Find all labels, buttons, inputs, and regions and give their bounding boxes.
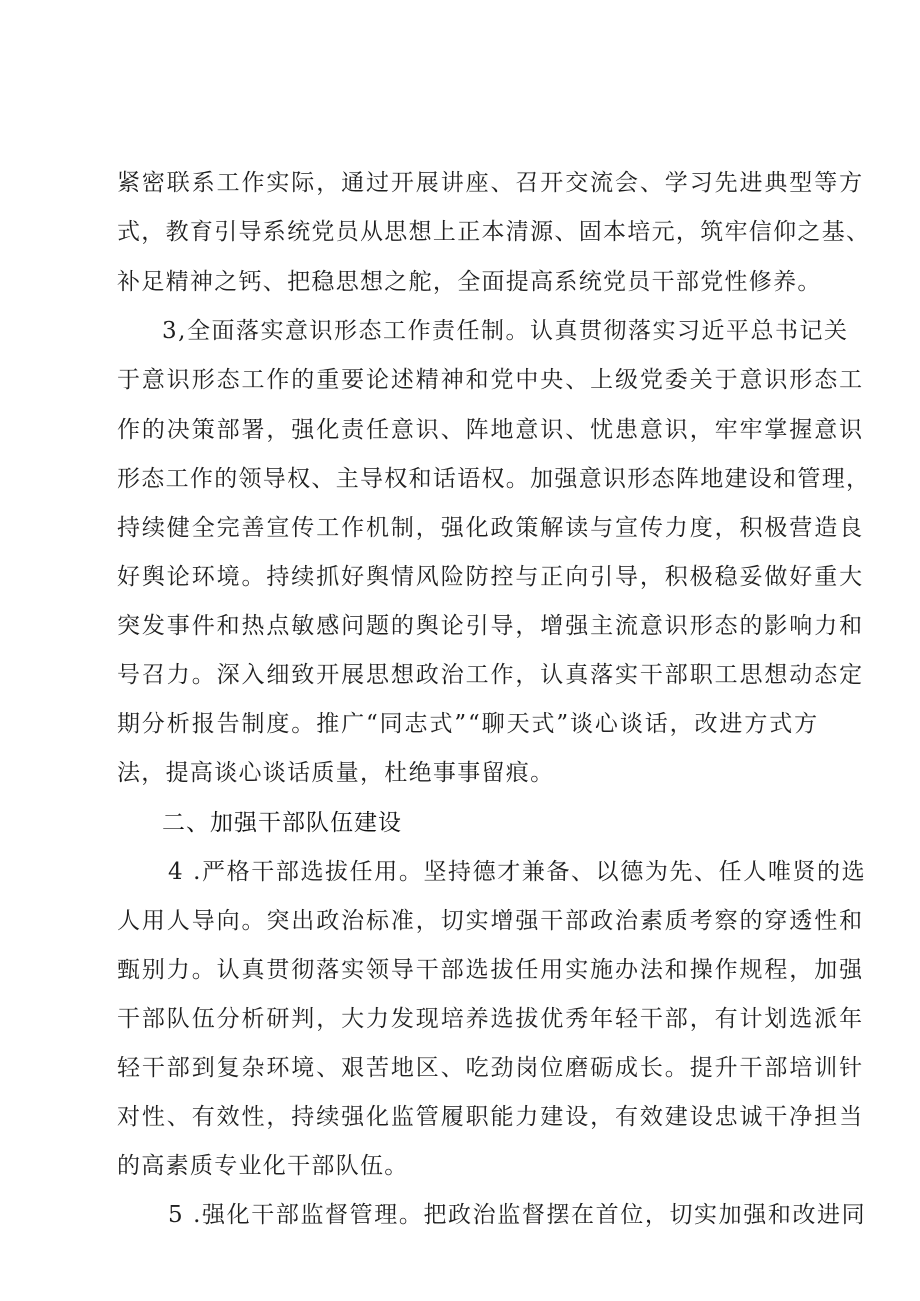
text-line: 人用人导向。突出政治标准，切实增强干部政治素质考察的穿透性和 <box>117 908 864 934</box>
text-line: 作的决策部署，强化责任意识、阵地意识、忧患意识，牢牢掌握意识 <box>117 417 864 443</box>
text-line: 对性、有效性，持续强化监管履职能力建设，有效建设忠诚干净担当 <box>117 1104 864 1130</box>
text-line: 于意识形态工作的重要论述精神和党中央、上级党委关于意识形态工 <box>117 367 864 393</box>
text-line: 补足精神之钙、把稳思想之舵，全面提高系统党员干部党性修养。 <box>117 269 822 295</box>
paragraph-line: 4 .严格干部选拔任用。坚持德才兼备、以德为先、任人唯贤的选 <box>168 859 867 885</box>
text-line: 好舆论环境。持续抓好舆情风险防控与正向引导，积极稳妥做好重大 <box>117 564 864 590</box>
text-line: 式，教育引导系统党员从思想上正本清源、固本培元，筑牢信仰之基、 <box>117 219 871 245</box>
text-line: 甄别力。认真贯彻落实领导干部选拔任用实施办法和操作规程，加强 <box>117 957 864 983</box>
text-line: 期分析报告制度。推广“同志式”“聊天式”谈心谈话，改进方式方 <box>117 711 820 737</box>
text-line: 紧密联系工作实际，通过开展讲座、召开交流会、学习先进典型等方 <box>117 170 864 196</box>
text-line: 轻干部到复杂环境、艰苦地区、吃劲岗位磨砺成长。提升干部培训针 <box>117 1055 864 1081</box>
text-line: 持续健全完善宣传工作机制，强化政策解读与宣传力度，积极营造良 <box>117 515 864 541</box>
text-line: 号召力。深入细致开展思想政治工作，认真落实干部职工思想动态定 <box>117 662 864 688</box>
text-line: 干部队伍分析研判，大力发现培养选拔优秀年轻干部，有计划选派年 <box>117 1006 864 1032</box>
paragraph-line: 3,全面落实意识形态工作责任制。认真贯彻落实习近平总书记关 <box>162 318 849 344</box>
text-line: 突发事件和热点敏感问题的舆论引导，增强主流意识形态的影响力和 <box>117 613 864 639</box>
paragraph-line: 5 .强化干部监督管理。把政治监督摆在首位，切实加强和改进同 <box>168 1202 867 1228</box>
text-line: 的高素质专业化干部队伍。 <box>117 1153 409 1179</box>
text-line: 形态工作的领导权、主导权和话语权。加强意识形态阵地建设和管理， <box>117 466 871 492</box>
text-line: 法，提高谈心谈话质量，杜绝事事留痕。 <box>117 760 555 786</box>
section-heading: 二、加强干部队伍建设 <box>162 810 402 836</box>
